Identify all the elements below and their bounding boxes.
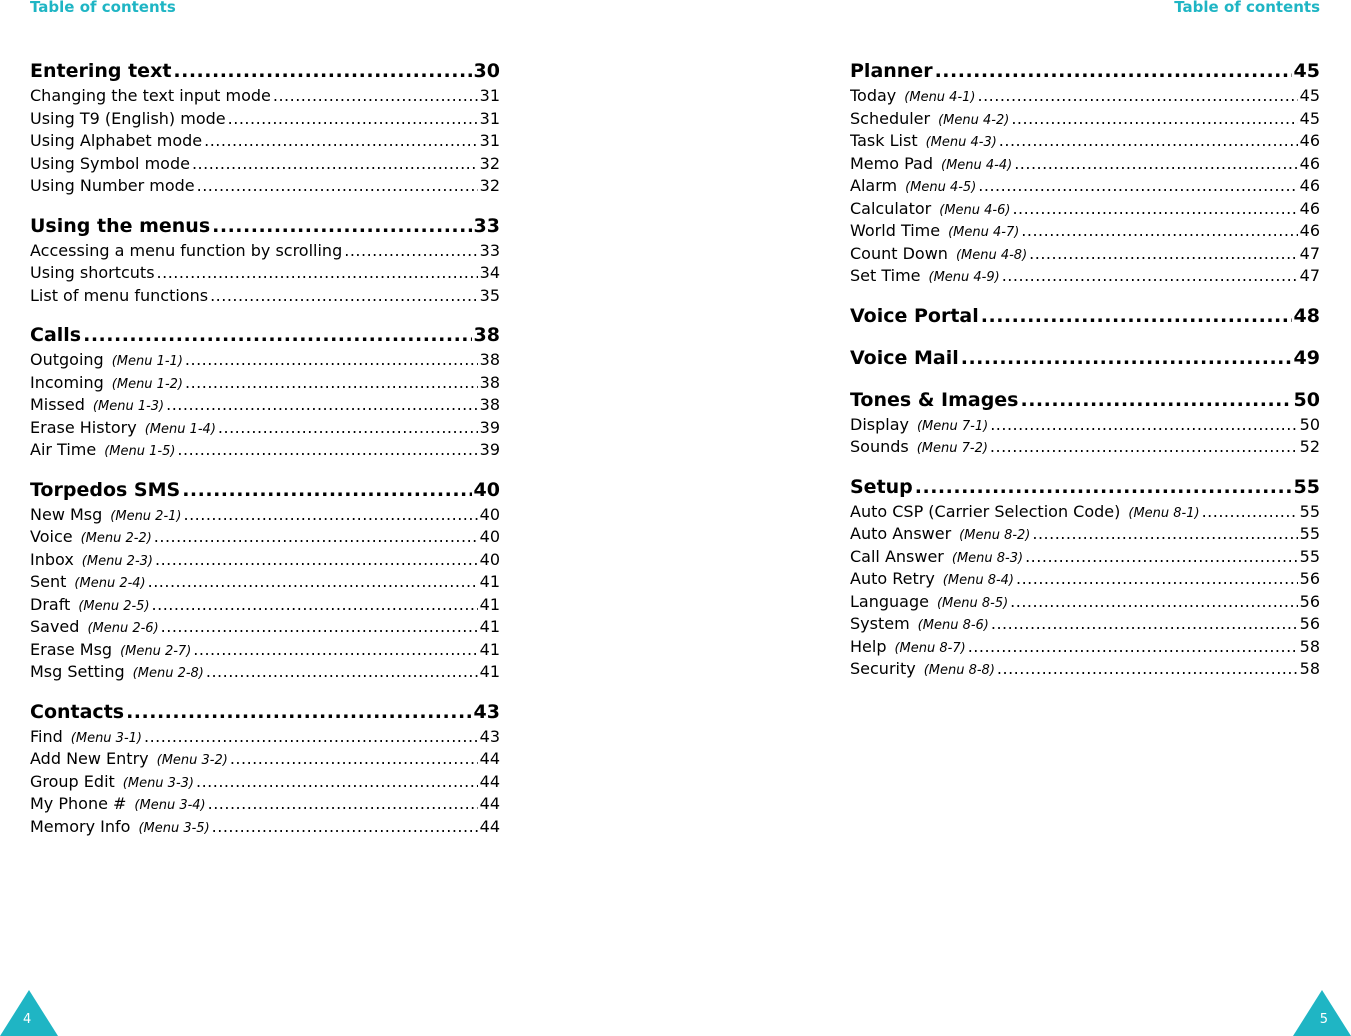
left-page-header: Table of contents	[30, 0, 176, 16]
entry-menu-ref: (Menu 4-6)	[939, 202, 1011, 218]
toc-entry[interactable]	[30, 417, 500, 440]
entry-page-number: 46	[1299, 198, 1320, 218]
dot-leader	[185, 372, 478, 395]
toc-entry[interactable]	[30, 571, 500, 594]
entry-page-number: 55	[1299, 501, 1320, 521]
dot-leader	[344, 240, 477, 263]
toc-section	[850, 387, 1320, 459]
section-title: Voice Portal	[850, 304, 979, 327]
entry-label: System	[850, 614, 910, 633]
entry-page-number: 41	[479, 617, 500, 636]
toc-entry[interactable]	[30, 108, 500, 131]
entry-label: Using Symbol mode	[30, 153, 190, 173]
entry-label: Inbox	[30, 549, 74, 569]
entry-page-number: 32	[479, 176, 500, 195]
toc-section	[30, 322, 500, 462]
entry-label: Calculator	[850, 198, 932, 218]
entry-page-number: 38	[479, 395, 500, 414]
toc-entry[interactable]	[850, 568, 1320, 591]
dot-leader	[154, 526, 478, 549]
entry-label: Msg Setting	[30, 662, 125, 681]
entry-label: Group Edit	[30, 771, 115, 791]
entry-label: Using Alphabet mode	[30, 131, 203, 150]
entry-page-number: 40	[479, 549, 500, 569]
toc-entry[interactable]	[30, 240, 500, 263]
entry-page-number: 45	[1299, 108, 1320, 128]
entry-label: Draft	[30, 594, 71, 614]
dot-leader	[161, 616, 478, 639]
dot-leader	[173, 58, 471, 85]
entry-page-number: 31	[479, 108, 500, 128]
entry-page-number: 32	[479, 153, 500, 173]
toc-entry[interactable]	[850, 265, 1320, 288]
toc-entry[interactable]	[30, 594, 500, 617]
toc-entry[interactable]	[30, 793, 500, 816]
dot-leader	[230, 748, 478, 771]
entry-label: Alarm	[850, 176, 898, 195]
entry-label: Auto Retry	[850, 569, 935, 588]
entry-menu-ref: (Menu 8-2)	[959, 528, 1031, 543]
entry-menu-ref: (Menu 7-2)	[916, 441, 988, 456]
dot-leader	[83, 322, 471, 349]
entry-menu-ref: (Menu 2-7)	[120, 643, 192, 659]
toc-entry[interactable]	[30, 504, 500, 527]
entry-page-number: 35	[479, 285, 500, 305]
section-page-number: 43	[473, 700, 500, 723]
entry-menu-ref: (Menu 2-5)	[78, 598, 150, 614]
dot-leader	[968, 636, 1298, 659]
entry-label: Changing the text input mode	[30, 86, 271, 105]
entry-menu-ref: (Menu 4-9)	[928, 270, 1000, 285]
section-heading[interactable]	[850, 474, 1320, 501]
entry-label: List of menu functions	[30, 285, 209, 305]
dot-leader	[212, 213, 471, 240]
toc-entry[interactable]	[850, 436, 1320, 459]
section-page-number: 38	[473, 324, 500, 346]
entry-page-number: 41	[479, 572, 500, 591]
entry-menu-ref: (Menu 2-6)	[87, 621, 159, 636]
entry-page-number: 55	[1299, 546, 1320, 566]
entry-menu-ref: (Menu 3-5)	[138, 820, 210, 836]
toc-entry[interactable]	[850, 108, 1320, 131]
entry-page-number: 46	[1299, 176, 1320, 195]
entry-page-number: 38	[479, 350, 500, 369]
dot-leader	[981, 303, 1292, 330]
entry-label: Add New Entry	[30, 749, 149, 768]
right-page-number: 5	[1319, 1012, 1328, 1027]
toc-entry[interactable]	[30, 285, 500, 308]
toc-entry[interactable]	[30, 85, 500, 108]
entry-menu-ref: (Menu 8-6)	[917, 618, 989, 633]
entry-page-number: 46	[1299, 131, 1320, 150]
entry-menu-ref: (Menu 7-1)	[916, 418, 989, 434]
entry-label: Call Answer	[850, 546, 944, 566]
entry-label: Task List	[850, 131, 918, 150]
section-heading[interactable]	[30, 322, 500, 349]
dot-leader	[196, 771, 478, 794]
entry-page-number: 34	[479, 263, 500, 282]
entry-page-number: 41	[479, 594, 500, 614]
toc-entry[interactable]	[850, 198, 1320, 221]
left-toc-column	[30, 58, 500, 853]
entry-label: Auto Answer	[850, 524, 952, 543]
entry-label: Air Time	[30, 440, 97, 459]
entry-label: Today	[850, 86, 897, 105]
entry-page-number: 33	[479, 240, 500, 260]
entry-page-number: 39	[479, 417, 500, 437]
dot-leader	[193, 639, 477, 662]
toc-section	[850, 58, 1320, 288]
toc-entry[interactable]	[30, 372, 500, 395]
section-heading[interactable]	[30, 477, 500, 504]
entry-menu-ref: (Menu 2-2)	[80, 531, 152, 546]
entry-menu-ref: (Menu 2-1)	[110, 508, 182, 524]
dot-leader	[999, 130, 1298, 153]
entry-label: New Msg	[30, 504, 103, 524]
entry-label: Memory Info	[30, 816, 131, 836]
section-title: Torpedos SMS	[30, 478, 181, 501]
section-title: Calls	[30, 324, 82, 346]
entry-page-number: 31	[479, 131, 500, 150]
section-heading[interactable]	[850, 58, 1320, 85]
section-heading[interactable]	[30, 58, 500, 85]
dot-leader	[1016, 568, 1298, 591]
entry-page-number: 44	[479, 749, 500, 768]
entry-menu-ref: (Menu 2-8)	[132, 666, 204, 681]
dot-leader	[228, 108, 478, 131]
entry-label: Sent	[30, 572, 67, 591]
entry-page-number: 46	[1299, 153, 1320, 173]
dot-leader	[1202, 501, 1298, 524]
right-toc-column	[850, 58, 1320, 696]
toc-entry[interactable]	[30, 639, 500, 662]
toc-entry[interactable]	[850, 175, 1320, 198]
entry-page-number: 31	[479, 86, 500, 105]
toc-entry[interactable]	[850, 613, 1320, 636]
entry-label: Scheduler	[850, 108, 931, 128]
dot-leader	[978, 175, 1297, 198]
dot-leader	[166, 394, 478, 417]
dot-leader	[1010, 591, 1297, 614]
toc-entry[interactable]	[850, 85, 1320, 108]
toc-entry[interactable]	[30, 153, 500, 176]
dot-leader	[1014, 153, 1297, 176]
dot-leader	[157, 262, 478, 285]
section-page-number: 45	[1293, 60, 1320, 82]
toc-section	[30, 213, 500, 308]
entry-label: Incoming	[30, 372, 104, 392]
toc-entry[interactable]	[30, 661, 500, 684]
entry-label: Using shortcuts	[30, 263, 155, 282]
toc-entry[interactable]	[850, 414, 1320, 437]
section-title: Voice Mail	[850, 346, 959, 369]
toc-entry[interactable]	[30, 616, 500, 639]
toc-entry[interactable]	[30, 549, 500, 572]
dot-leader	[935, 58, 1292, 85]
entry-page-number: 41	[479, 639, 500, 659]
section-title: Entering text	[30, 60, 172, 82]
section-heading[interactable]	[30, 213, 500, 240]
toc-entry[interactable]	[850, 153, 1320, 176]
entry-menu-ref: (Menu 3-2)	[156, 753, 228, 768]
dot-leader	[1021, 387, 1292, 414]
entry-label: Using T9 (English) mode	[30, 108, 226, 128]
dot-leader	[192, 153, 478, 176]
dot-leader	[1025, 546, 1298, 569]
section-page-number: 40	[473, 478, 500, 501]
dot-leader	[1032, 523, 1297, 546]
entry-page-number: 39	[479, 440, 500, 459]
entry-label: Erase History	[30, 417, 137, 437]
left-page-number: 4	[23, 1012, 32, 1027]
section-title: Setup	[850, 475, 913, 498]
toc-entry[interactable]	[850, 220, 1320, 243]
dot-leader	[991, 613, 1298, 636]
entry-page-number: 58	[1299, 659, 1320, 678]
entry-menu-ref: (Menu 4-8)	[955, 247, 1028, 263]
section-title: Planner	[850, 60, 933, 82]
entry-menu-ref: (Menu 4-3)	[925, 135, 997, 150]
entry-label: Memo Pad	[850, 153, 933, 173]
dot-leader	[183, 504, 477, 527]
dot-leader	[185, 349, 478, 372]
entry-menu-ref: (Menu 1-5)	[104, 444, 176, 459]
entry-label: Auto CSP (Carrier Selection Code)	[850, 501, 1121, 521]
entry-page-number: 50	[1299, 414, 1320, 434]
entry-menu-ref: (Menu 8-8)	[923, 663, 995, 678]
right-page-header: Table of contents	[1174, 0, 1320, 16]
entry-page-number: 58	[1299, 636, 1320, 656]
entry-menu-ref: (Menu 8-1)	[1128, 505, 1200, 521]
dot-leader	[148, 571, 478, 594]
entry-label: Voice	[30, 527, 73, 546]
dot-leader	[990, 414, 1297, 437]
dot-leader	[152, 594, 478, 617]
entry-label: Outgoing	[30, 350, 104, 369]
toc-entry[interactable]	[30, 394, 500, 417]
toc-entry[interactable]	[30, 726, 500, 749]
dot-leader	[197, 175, 478, 198]
dot-leader	[182, 477, 471, 504]
toc-entry[interactable]	[30, 262, 500, 285]
toc-entry[interactable]	[850, 591, 1320, 614]
section-title: Using the menus	[30, 214, 211, 237]
entry-page-number: 45	[1299, 86, 1320, 105]
dot-leader	[1021, 220, 1297, 243]
dot-leader	[977, 85, 1297, 108]
entry-page-number: 55	[1299, 524, 1320, 543]
toc-entry[interactable]	[30, 816, 500, 839]
section-page-number: 30	[473, 60, 500, 82]
dot-leader	[1002, 265, 1298, 288]
section-heading[interactable]	[850, 387, 1320, 414]
entry-page-number: 40	[479, 527, 500, 546]
entry-menu-ref: (Menu 4-2)	[938, 112, 1010, 128]
toc-section	[30, 477, 500, 684]
entry-page-number: 47	[1299, 243, 1320, 263]
toc-entry[interactable]	[30, 130, 500, 153]
toc-section	[850, 474, 1320, 681]
section-heading[interactable]	[850, 303, 1320, 330]
entry-page-number: 38	[479, 372, 500, 392]
dot-leader	[961, 345, 1292, 372]
dot-leader	[1029, 243, 1298, 266]
toc-entry[interactable]	[850, 636, 1320, 659]
dot-leader	[204, 130, 478, 153]
entry-page-number: 56	[1299, 591, 1320, 611]
entry-label: Count Down	[850, 243, 948, 263]
entry-menu-ref: (Menu 4-5)	[905, 180, 977, 195]
section-heading[interactable]	[30, 699, 500, 726]
dot-leader	[206, 661, 478, 684]
toc-entry[interactable]	[30, 526, 500, 549]
entry-menu-ref: (Menu 2-3)	[81, 553, 153, 569]
dot-leader	[208, 793, 478, 816]
entry-page-number: 40	[479, 504, 500, 524]
toc-section	[30, 58, 500, 198]
entry-menu-ref: (Menu 8-4)	[942, 573, 1014, 588]
entry-menu-ref: (Menu 3-3)	[122, 775, 194, 791]
toc-section	[30, 699, 500, 839]
toc-entry[interactable]	[30, 349, 500, 372]
toc-entry[interactable]	[850, 658, 1320, 681]
entry-menu-ref: (Menu 3-4)	[134, 798, 206, 813]
dot-leader	[1011, 108, 1297, 131]
entry-page-number: 44	[479, 794, 500, 813]
entry-label: Set Time	[850, 266, 921, 285]
entry-menu-ref: (Menu 8-7)	[894, 640, 966, 656]
toc-entry[interactable]	[850, 523, 1320, 546]
entry-menu-ref: (Menu 2-4)	[74, 576, 146, 591]
entry-label: Erase Msg	[30, 639, 113, 659]
section-page-number: 33	[473, 214, 500, 237]
entry-menu-ref: (Menu 1-2)	[111, 376, 183, 392]
entry-label: Security	[850, 659, 916, 678]
entry-page-number: 56	[1299, 569, 1320, 588]
dot-leader	[177, 439, 477, 462]
entry-menu-ref: (Menu 1-3)	[92, 399, 165, 414]
toc-section	[850, 303, 1320, 330]
dot-leader	[997, 658, 1298, 681]
entry-menu-ref: (Menu 3-1)	[70, 730, 142, 746]
entry-label: Sounds	[850, 437, 909, 456]
entry-page-number: 41	[479, 662, 500, 681]
section-heading[interactable]	[850, 345, 1320, 372]
entry-label: Saved	[30, 617, 80, 636]
toc-entry[interactable]	[850, 130, 1320, 153]
dot-leader	[1012, 198, 1297, 221]
entry-page-number: 43	[479, 726, 500, 746]
dot-leader	[273, 85, 478, 108]
entry-menu-ref: (Menu 4-1)	[904, 90, 976, 105]
entry-label: Find	[30, 726, 63, 746]
entry-page-number: 46	[1299, 221, 1320, 240]
toc-entry[interactable]	[30, 771, 500, 794]
toc-entry[interactable]	[30, 748, 500, 771]
dot-leader	[990, 436, 1298, 459]
section-page-number: 48	[1293, 304, 1320, 327]
entry-menu-ref: (Menu 8-5)	[936, 595, 1009, 611]
section-title: Contacts	[30, 700, 125, 723]
entry-page-number: 56	[1299, 614, 1320, 633]
entry-label: World Time	[850, 221, 941, 240]
dot-leader	[126, 699, 471, 726]
section-page-number: 49	[1293, 346, 1320, 369]
entry-menu-ref: (Menu 4-4)	[941, 157, 1013, 173]
entry-label: Language	[850, 591, 929, 611]
dot-leader	[155, 549, 478, 572]
toc-entry[interactable]	[30, 175, 500, 198]
entry-label: Help	[850, 636, 887, 656]
entry-menu-ref: (Menu 8-3)	[951, 550, 1024, 566]
dot-leader	[210, 285, 478, 308]
entry-label: My Phone #	[30, 794, 127, 813]
dot-leader	[144, 726, 478, 749]
section-page-number: 50	[1293, 388, 1320, 411]
entry-menu-ref: (Menu 1-4)	[144, 421, 216, 437]
toc-entry[interactable]	[850, 501, 1320, 524]
entry-menu-ref: (Menu 4-7)	[948, 225, 1020, 240]
entry-page-number: 47	[1299, 266, 1320, 285]
entry-label: Accessing a menu function by scrolling	[30, 240, 343, 260]
dot-leader	[212, 816, 478, 839]
dot-leader	[915, 474, 1292, 501]
section-page-number: 55	[1293, 475, 1320, 498]
entry-label: Display	[850, 414, 909, 434]
section-title: Tones & Images	[850, 388, 1019, 411]
toc-entry[interactable]	[850, 546, 1320, 569]
toc-entry[interactable]	[30, 439, 500, 462]
entry-page-number: 44	[479, 816, 500, 836]
entry-menu-ref: (Menu 1-1)	[111, 354, 183, 369]
entry-label: Using Number mode	[30, 176, 195, 195]
entry-label: Missed	[30, 395, 85, 414]
entry-page-number: 44	[479, 771, 500, 791]
toc-entry[interactable]	[850, 243, 1320, 266]
dot-leader	[218, 417, 478, 440]
toc-section	[850, 345, 1320, 372]
entry-page-number: 52	[1299, 437, 1320, 456]
